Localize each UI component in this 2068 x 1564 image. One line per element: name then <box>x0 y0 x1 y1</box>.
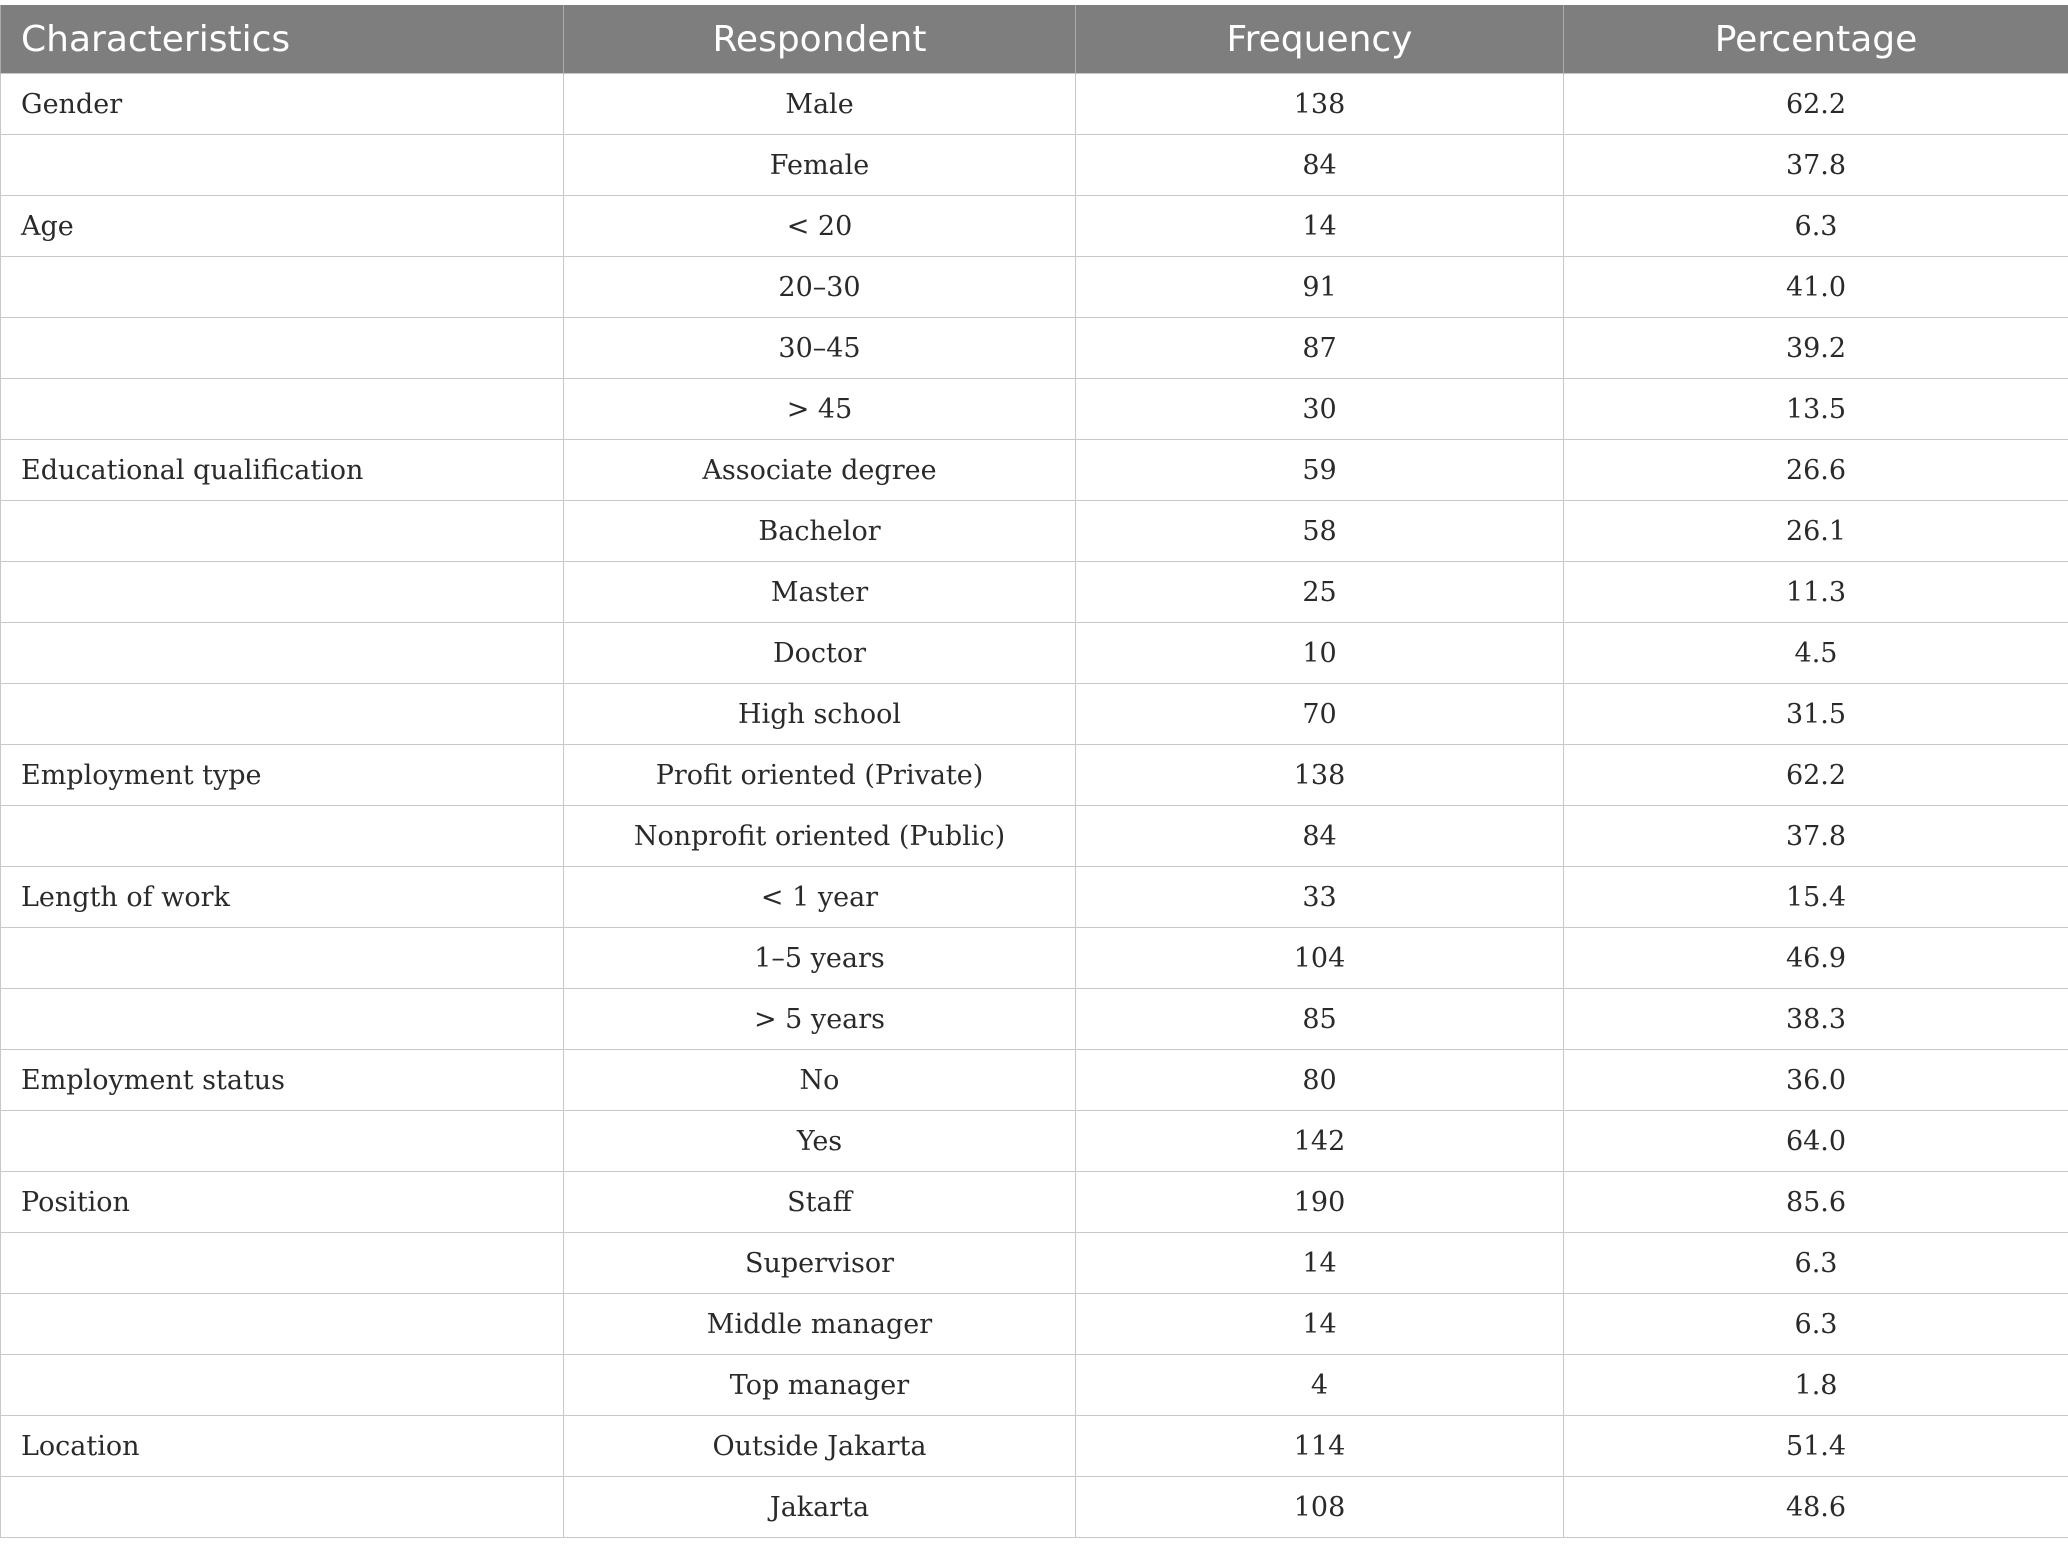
frequency-cell: 87 <box>1076 318 1564 379</box>
respondent-cell: Yes <box>564 1111 1076 1172</box>
frequency-cell: 142 <box>1076 1111 1564 1172</box>
respondent-cell: High school <box>564 684 1076 745</box>
characteristic-cell <box>1 501 564 562</box>
respondent-cell: 30–45 <box>564 318 1076 379</box>
table-header <box>1 5 2068 74</box>
respondent-cell: Staff <box>564 1172 1076 1233</box>
respondent-cell: No <box>564 1050 1076 1111</box>
characteristic-cell <box>1 623 564 684</box>
frequency-cell: 138 <box>1076 745 1564 806</box>
percentage-cell: 4.5 <box>1564 623 2068 684</box>
respondent-cell: < 20 <box>564 196 1076 257</box>
respondent-cell: Profit oriented (Private) <box>564 745 1076 806</box>
frequency-cell: 14 <box>1076 1294 1564 1355</box>
characteristic-cell: Employment status <box>1 1050 564 1111</box>
characteristic-cell <box>1 989 564 1050</box>
characteristic-cell <box>1 806 564 867</box>
frequency-cell: 4 <box>1076 1355 1564 1416</box>
characteristic-cell: Educational qualification <box>1 440 564 501</box>
respondent-cell: > 5 years <box>564 989 1076 1050</box>
respondent-cell: Top manager <box>564 1355 1076 1416</box>
respondent-cell: Master <box>564 562 1076 623</box>
characteristic-cell <box>1 562 564 623</box>
frequency-cell: 85 <box>1076 989 1564 1050</box>
respondent-cell: Jakarta <box>564 1477 1076 1538</box>
percentage-cell: 6.3 <box>1564 1294 2068 1355</box>
table-row <box>1 1477 2068 1538</box>
characteristic-cell <box>1 318 564 379</box>
frequency-cell: 10 <box>1076 623 1564 684</box>
percentage-cell: 11.3 <box>1564 562 2068 623</box>
table-row <box>1 379 2068 440</box>
characteristic-cell <box>1 257 564 318</box>
respondent-cell: Outside Jakarta <box>564 1416 1076 1477</box>
frequency-cell: 70 <box>1076 684 1564 745</box>
characteristic-cell <box>1 684 564 745</box>
respondent-characteristics-table <box>0 5 2068 1538</box>
percentage-cell: 51.4 <box>1564 1416 2068 1477</box>
frequency-cell: 59 <box>1076 440 1564 501</box>
percentage-cell: 46.9 <box>1564 928 2068 989</box>
percentage-cell: 36.0 <box>1564 1050 2068 1111</box>
table-row <box>1 1416 2068 1477</box>
frequency-cell: 108 <box>1076 1477 1564 1538</box>
characteristic-cell: Length of work <box>1 867 564 928</box>
characteristic-cell <box>1 379 564 440</box>
table-row <box>1 501 2068 562</box>
percentage-cell: 62.2 <box>1564 745 2068 806</box>
table-row <box>1 318 2068 379</box>
frequency-cell: 190 <box>1076 1172 1564 1233</box>
table-row <box>1 1172 2068 1233</box>
respondent-cell: Doctor <box>564 623 1076 684</box>
table-row <box>1 928 2068 989</box>
table-row <box>1 1050 2068 1111</box>
respondent-cell: Female <box>564 135 1076 196</box>
characteristic-cell <box>1 928 564 989</box>
header-characteristics: Characteristics <box>1 5 564 74</box>
characteristic-cell: Position <box>1 1172 564 1233</box>
table-row <box>1 1355 2068 1416</box>
respondent-cell: Middle manager <box>564 1294 1076 1355</box>
frequency-cell: 25 <box>1076 562 1564 623</box>
percentage-cell: 62.2 <box>1564 74 2068 135</box>
respondent-cell: < 1 year <box>564 867 1076 928</box>
table-row <box>1 440 2068 501</box>
percentage-cell: 64.0 <box>1564 1111 2068 1172</box>
frequency-cell: 91 <box>1076 257 1564 318</box>
percentage-cell: 6.3 <box>1564 196 2068 257</box>
frequency-cell: 58 <box>1076 501 1564 562</box>
frequency-cell: 30 <box>1076 379 1564 440</box>
table-row <box>1 1294 2068 1355</box>
percentage-cell: 26.1 <box>1564 501 2068 562</box>
percentage-cell: 48.6 <box>1564 1477 2068 1538</box>
table-row <box>1 745 2068 806</box>
respondent-cell: Male <box>564 74 1076 135</box>
respondent-cell: 20–30 <box>564 257 1076 318</box>
percentage-cell: 31.5 <box>1564 684 2068 745</box>
percentage-cell: 37.8 <box>1564 135 2068 196</box>
respondent-cell: Nonprofit oriented (Public) <box>564 806 1076 867</box>
table-row <box>1 257 2068 318</box>
characteristic-cell <box>1 1294 564 1355</box>
percentage-cell: 39.2 <box>1564 318 2068 379</box>
table-row <box>1 74 2068 135</box>
respondent-cell: Bachelor <box>564 501 1076 562</box>
table-row <box>1 135 2068 196</box>
characteristic-cell: Employment type <box>1 745 564 806</box>
characteristic-cell <box>1 1233 564 1294</box>
percentage-cell: 85.6 <box>1564 1172 2068 1233</box>
frequency-cell: 80 <box>1076 1050 1564 1111</box>
percentage-cell: 13.5 <box>1564 379 2068 440</box>
percentage-cell: 37.8 <box>1564 806 2068 867</box>
table-row <box>1 684 2068 745</box>
table-row <box>1 1111 2068 1172</box>
table-body <box>1 74 2068 1538</box>
header-row <box>1 5 2068 74</box>
table-row <box>1 562 2068 623</box>
table-row <box>1 196 2068 257</box>
data-table <box>0 5 2068 1538</box>
respondent-cell: Associate degree <box>564 440 1076 501</box>
characteristic-cell <box>1 1355 564 1416</box>
characteristic-cell: Age <box>1 196 564 257</box>
characteristic-cell <box>1 1477 564 1538</box>
characteristic-cell <box>1 135 564 196</box>
percentage-cell: 6.3 <box>1564 1233 2068 1294</box>
frequency-cell: 84 <box>1076 135 1564 196</box>
percentage-cell: 15.4 <box>1564 867 2068 928</box>
characteristic-cell <box>1 1111 564 1172</box>
percentage-cell: 38.3 <box>1564 989 2068 1050</box>
header-frequency: Frequency <box>1076 5 1564 74</box>
respondent-cell: 1–5 years <box>564 928 1076 989</box>
frequency-cell: 114 <box>1076 1416 1564 1477</box>
header-respondent: Respondent <box>564 5 1076 74</box>
table-row <box>1 867 2068 928</box>
respondent-cell: Supervisor <box>564 1233 1076 1294</box>
table-row <box>1 1233 2068 1294</box>
respondent-cell: > 45 <box>564 379 1076 440</box>
percentage-cell: 26.6 <box>1564 440 2068 501</box>
characteristic-cell: Gender <box>1 74 564 135</box>
frequency-cell: 104 <box>1076 928 1564 989</box>
frequency-cell: 14 <box>1076 196 1564 257</box>
frequency-cell: 138 <box>1076 74 1564 135</box>
frequency-cell: 84 <box>1076 806 1564 867</box>
percentage-cell: 41.0 <box>1564 257 2068 318</box>
table-row <box>1 989 2068 1050</box>
frequency-cell: 33 <box>1076 867 1564 928</box>
frequency-cell: 14 <box>1076 1233 1564 1294</box>
table-row <box>1 623 2068 684</box>
percentage-cell: 1.8 <box>1564 1355 2068 1416</box>
table-row <box>1 806 2068 867</box>
characteristic-cell: Location <box>1 1416 564 1477</box>
header-percentage: Percentage <box>1564 5 2068 74</box>
